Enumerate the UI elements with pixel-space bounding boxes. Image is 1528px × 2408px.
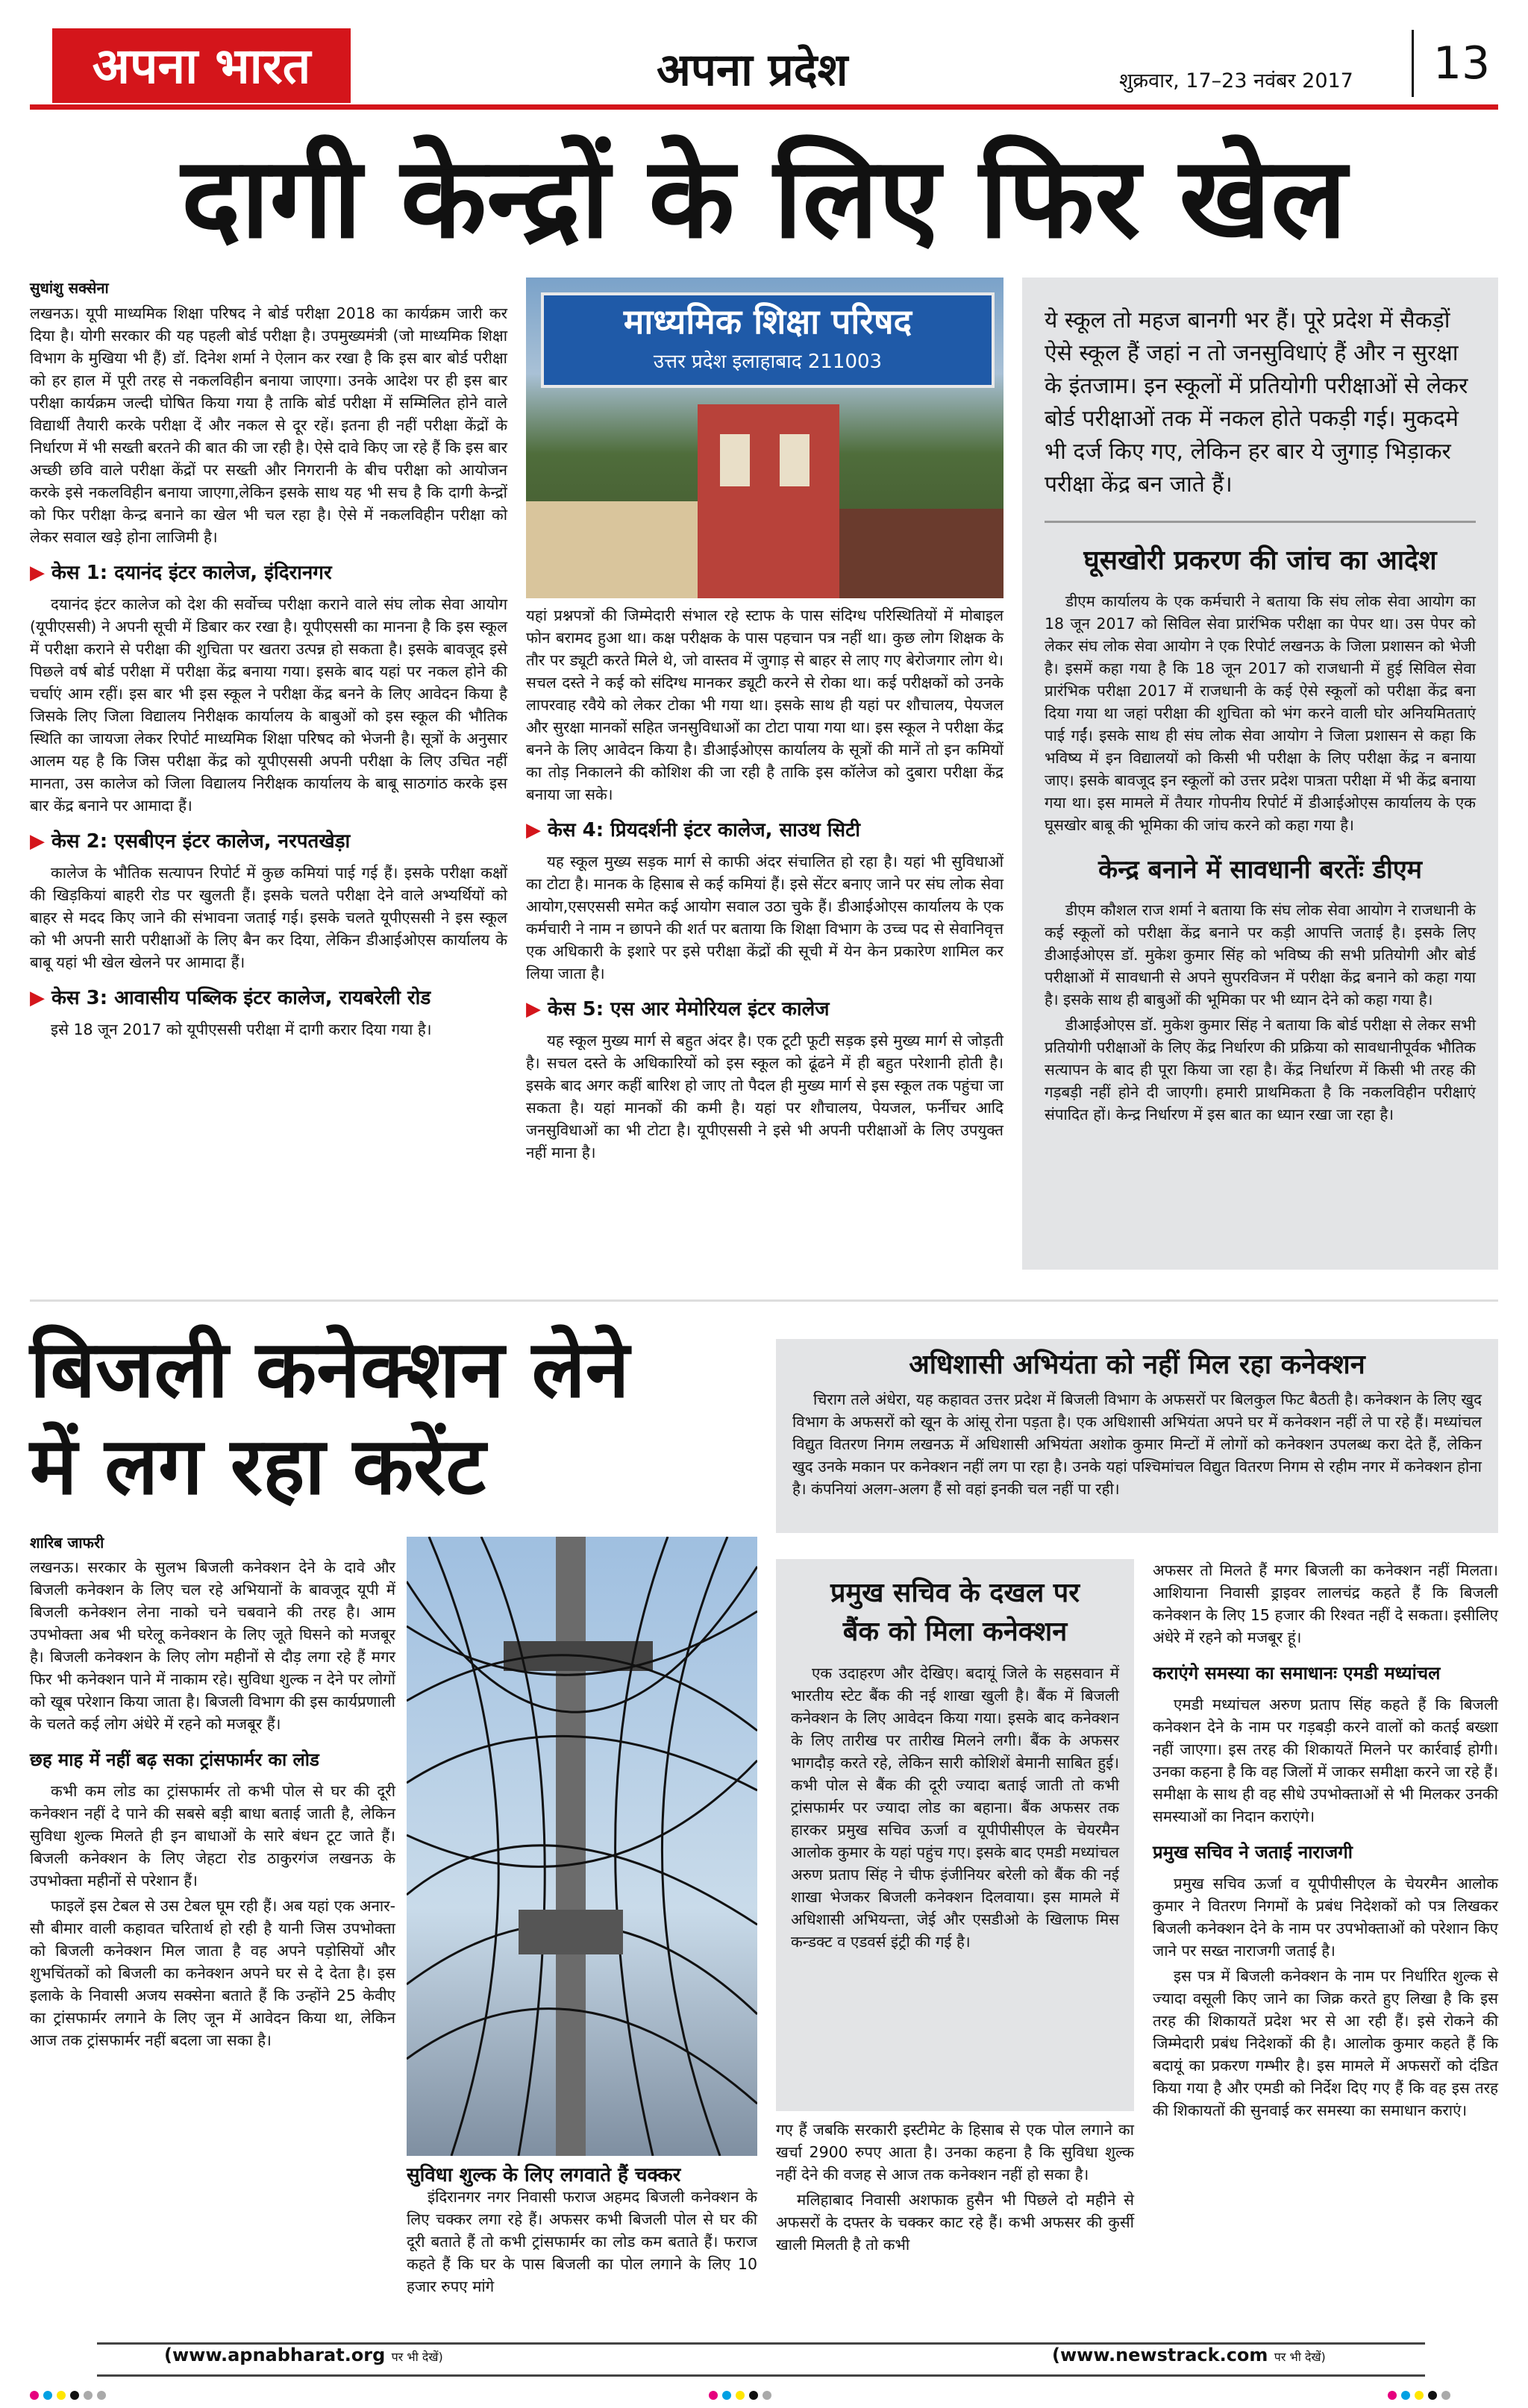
sidebar-quote: ये स्कूल तो महज बानगी भर हैं। पूरे प्रदेश में सैकड़ों ऐसे स्कूल हैं जहां न तो जनसुविधाएं हैं और न सुरक्षा के इंतजाम। इन स्कूलों में प्रतियोगी परीक्षाओं से लेकर बोर्ड परीक्षाओं तक में नकल होते पकड़ी गई। मुकदमे भी दर्ज किए गए, लेकिन हर बार ये जुगाड़ भिड़ाकर परीक्षा केंद्र बन जाते हैं। [1045, 307, 1468, 498]
story1-byline: सुधांशु सक्सेना [30, 279, 109, 297]
story2-col3-text-1: गए हैं जबकि सरकारी इस्टीमेट के हिसाब से एक पोल लगाने का खर्चा 2900 रुपए आता है। उनका कहना है कि सुविधा शुल्क नहीं देने की वजह से आज तक कनेक्शन नहीं हो सका है। [776, 2121, 1134, 2183]
board-sign-title: माध्यमिक शिक्षा परिषद [623, 301, 912, 342]
story2-col4-subhead-2: प्रमुख सचिव ने जताई नाराजगी [1153, 1842, 1353, 1863]
story2-headline [30, 1320, 776, 1514]
dot [709, 2391, 718, 2400]
case2-title: केस 2: एसबीएन इंटर कालेज, नरपतखेड़ा [51, 830, 351, 853]
dot [43, 2391, 52, 2400]
case4-title: केस 4: प्रियदर्शनी इंटर कालेज, साउथ सिटी [548, 819, 860, 841]
footer-right-url[interactable]: (www.newstrack.com [1052, 2345, 1268, 2365]
story1-col2-text: यहां प्रश्नपत्रों की जिम्मेदारी संभाल रहे स्टाफ के पास संदिग्ध परिस्थितियों में मोबाइल फोन बरामद हुआ था। कक्ष परीक्षक के पास पहचान पत्र नहीं था। कुछ लोग शिक्षक के तौर पर ड्यूटी करते मिले थे, जो वास्तव में जुगाड़ से बाहर से लाए गए बेरोजगार लोग थे। सचल दस्ते ने कई को संदिग्ध मानकर ड्यूटी करने से रोका था। कई परीक्षकों को उनके लापरवाह रवैये को लेकर टोका भी गया था। इसके साथ ही यहां पर शौचालय, पेयजल और सुरक्षा मानकों सहित जनसुविधाओं का टोटा पाया गया था। इस स्कूल ने परीक्षा केंद्र बनने के लिए आवेदन किया है। डीआईओएस कार्यालय के सूत्रों की मानें तो इन कमियों का तोड़ निकालने की कोशिश की जा रही है ताकि इस कॉलेज को दुबारा परीक्षा केंद्र बनाया जा सके। [526, 606, 1003, 803]
case2-text: कालेज के भौतिक सत्यापन रिपोर्ट में कुछ कमियां पाई गई हैं। इसके परीक्षा कक्षों की खिड़कियां बाहरी रोड पर खुलती हैं। इसके चलते परीक्षा देने वाले अभ्यर्थियों को बाहर से मदद किए जाने की संभावना जताई गई। इसके चलते यूपीएससी ने इस स्कूल को भी अपनी सारी परीक्षाओं के लिए बैन कर दिया, लेकिन डीआईओएस कार्यालय के बाबू यहां भी खेल खेलने पर आमादा हैं। [30, 864, 507, 971]
sidebar-divider [1045, 521, 1476, 523]
story2-byline: शारिब जाफरी [30, 1534, 104, 1552]
story2-col4-text-3: इस पत्र में बिजली कनेक्शन के नाम पर निर्धारित शुल्क से ज्यादा वसूली किए जाने का जिक्र करते हुए लिखा है कि इस तरह की शिकायतें प्रदेश भर से आ रही हैं। इसे रोकने की जिम्मेदारी प्रबंध निदेशकों की है। आलोक कुमार कहते हैं कि बदायूं का प्रकरण गम्भीर है। इस मामले में अफसरों को दंडित किया गया है और एमडी को निर्देश दिए गए हैं कि वह इस तरह की शिकायतों की सुनवाई कर समस्या का समाधान कराएं। [1153, 1967, 1498, 2119]
dot [736, 2391, 745, 2400]
dot [1415, 2391, 1424, 2400]
wires-illustration [407, 1537, 757, 2156]
case3-heading [30, 984, 507, 1012]
story1-sidebar-box [1022, 278, 1498, 1270]
box-mid-paragraph: एक उदाहरण और देखिए। बदायूं जिले के सहसवान में भारतीय स्टेट बैंक की नई शाखा खुली है। बैंक में बिजली कनेक्शन के लिए आवेदन किया गया। इसके बाद कनेक्शन के लिए तारीख पर तारीख मिलने लगी। बैंक के अफसर भागदौड़ करते रहे, लेकिन सारी कोशिशें बेमानी साबित हुई। कभी पोल से बैंक की दूरी ज्यादा बताई जाती तो कभी ट्रांसफार्मर पर ज्यादा लोड का बहाना। बैंक अफसर तक हारकर प्रमुख सचिव ऊर्जा व यूपीपीसीएल के चेयरमैन आलोक कुमार के यहां पहुंच गए। इसके बाद एमडी मध्यांचल अरुण प्रताप सिंह ने चीफ इंजीनियर बरेली को बैंक की नई शाखा भेजकर बिजली कनेक्शन दिलवाया। इस मामले में अधिशासी अभियन्ता, जेई और एसडीओ के खिलाफ मिस कन्डक्ट व एडवर्स इंट्री की गई है। [791, 1664, 1119, 1951]
color-registration-dots-left [30, 2391, 106, 2400]
case1-heading [30, 559, 507, 587]
transformer-box [519, 1910, 623, 1954]
box-mid-heading [776, 1574, 1134, 1652]
sidebar-text-1 [1045, 590, 1476, 836]
arrow-icon: ▶ [526, 819, 548, 841]
building-tower [698, 404, 839, 598]
story1-column-2 [526, 604, 1003, 1167]
box-mid-heading-line2: बैंक को मिला कनेक्शन [842, 1617, 1068, 1647]
masthead-logo: अपना भारत [52, 28, 351, 103]
case1-title: केस 1: दयानंद इंटर कालेज, इंदिरानगर [51, 562, 332, 584]
box-mid-heading-line1: प्रमुख सचिव के दखल पर [830, 1578, 1080, 1608]
sidebar-heading-2: केन्द्र बनाने में सावधानी बरतेंः डीएम [1098, 855, 1422, 885]
story2-headline-line2: में लग रहा करेंट [30, 1419, 486, 1512]
story2-photo [407, 1537, 757, 2156]
story2-col4-text-1: एमडी मध्यांचल अरुण प्रताप सिंह कहते हैं कि बिजली कनेक्शन देने के नाम पर गड़बड़ी करने वालों को कतई बख्शा नहीं जाएगा। इस तरह की शिकायतें मिलने पर कार्रवाई होगी। उनका कहना है कि वह जिलों में जाकर समीक्षा करने जा रहे हैं। समीक्षा के साथ ही वह सीधे उपभोक्ताओं से भी मिलकर उनकी समस्याओं का निदान कराएंगे। [1153, 1696, 1498, 1825]
dot [84, 2391, 93, 2400]
story1-headline: दागी केन्द्रों के लिए फिर खेल [181, 132, 1347, 263]
story2-text-2: फाइलें इस टेबल से उस टेबल घूम रही हैं। अब यहां एक अनार-सौ बीमार वाली कहावत चरितार्थ हो रही है यानी जिस उपभोक्ता को बिजली कनेक्शन मिल जाता है वह अपने पड़ोसियों और शुभचिंतकों को बिजली का कनेक्शन अपने घर से दे देता है। इस इलाके के निवासी अजय सक्सेना बताते हैं कि उन्होंने 25 केवीए का ट्रांसफार्मर लगाने के लिए जून में आवेदन किया था, लेकिन आज तक ट्रांसफार्मर नहीं बदला जा सका है। [30, 1897, 395, 2049]
color-registration-dots-center [709, 2391, 771, 2400]
board-sign [541, 292, 995, 388]
dot [97, 2391, 106, 2400]
arrow-icon: ▶ [30, 830, 52, 853]
case5-title: केस 5: एस आर मेमोरियल इंटर कालेज [548, 998, 830, 1020]
sidebar-paragraph: डीएम कार्यालय के एक कर्मचारी ने बताया कि संघ लोक सेवा आयोग का 18 जून 2017 को सिविल सेवा प्रारंभिक परीक्षा का पेपर था। उस पेपर को लेकर संघ लोक सेवा आयोग ने एक रिपोर्ट लखनऊ के जिला प्रशासन को भेजी है। इसमें कहा गया है कि 18 जून 2017 को राजधानी में हुई सिविल सेवा प्रारंभिक परीक्षा 2017 में राजधानी के कई ऐसे स्कूलों को परीक्षा केंद्र बना दिया गया था जहां परीक्षा की शुचिता को भंग करने वाली घोर अनियमितताएं पाई गईं। इसके साथ ही संघ लोक सेवा आयोग ने जिला प्रशासन से कहा कि भविष्य में इन विद्यालयों को किसी भी परीक्षा के लिए परीक्षा केंद्र न बनाया जाए। इसके बावजूद इन स्कूलों को उत्तर प्रदेश पात्रता परीक्षा में भी केंद्र बनाया गया था। इस मामले में तैयार गोपनीय रिपोर्ट में डीआईओएस कार्यालय के एक घूसखोर बाबू की भूमिका की जांच करने को कहा गया है। [1045, 592, 1476, 834]
case3-title: केस 3: आवासीय पब्लिक इंटर कालेज, रायबरेली रोड [51, 987, 431, 1009]
story1-column-1 [30, 302, 507, 1044]
case5-heading [526, 995, 1003, 1023]
color-registration-dots-right [1388, 2391, 1450, 2400]
sidebar-text-2 [1045, 899, 1476, 1126]
board-sign-address: उत्तर प्रदेश इलाहाबाद 211003 [653, 351, 883, 373]
box-top-paragraph: चिराग तले अंधेरा, यह कहावत उत्तर प्रदेश में बिजली विभाग के अफसरों पर बिलकुल फिट बैठती है। कनेक्शन के लिए खुद विभाग के अफसरों को खून के आंसू रोना पड़ता है। एक अधिशासी अभियंता अपने घर में कनेक्शन नहीं ले पा रहे हैं। मध्यांचल विद्युत वितरण निगम लखनऊ में अधिशासी अभियंता अशोक कुमार मिन्टों में लोगों को कनेक्शन उपलब्ध करा देते हैं, लेकिन खुद उनके मकान पर कनेक्शन नहीं लग पा रहा है। उनके यहां पश्चिमांचल विद्युत वितरण निगम से रहीम नगर में कनेक्शन होना है। कंपनियां अलग-अलग हैं सो वहां इनकी चल नहीं पा रही। [792, 1390, 1482, 1498]
dot [70, 2391, 79, 2400]
story2-column-4 [1153, 1559, 1498, 2125]
building-window [720, 434, 750, 486]
box-mid-text [776, 1662, 1134, 1953]
case4-heading [526, 816, 1003, 844]
story2-col4-subhead-1: कराएंगे समस्या का समाधानः एमडी मध्यांचल [1153, 1663, 1441, 1684]
story2-column-3 [776, 2119, 1134, 2259]
dot [57, 2391, 66, 2400]
dot [722, 2391, 731, 2400]
story2-col4-text-0: अफसर तो मिलते हैं मगर बिजली का कनेक्शन नहीं मिलता। आशियाना निवासी ड्राइवर लालचंद्र कहते हैं कि बिजली कनेक्शन के लिए 15 हजार की रिश्वत नहीं दे सकता। इसीलिए अंधेरे में रहने को मजबूर हूं। [1153, 1561, 1498, 1646]
story2-text-1: कभी कम लोड का ट्रांसफार्मर तो कभी पोल से घर की दूरी कनेक्शन नहीं दे पाने की सबसे बड़ी बाधा बताई जाती है, लेकिन सुविधा शुल्क मिलते ही इन बाधाओं के सारे बंधन टूट जाते हैं। बिजली कनेक्शन के लिए जेहटा रोड ठाकुरगंज लखनऊ के उपभोक्ता महीनों से परेशान हैं। [30, 1782, 395, 1890]
story-separator [30, 1299, 1498, 1302]
footer-right-link[interactable] [1052, 2345, 1326, 2365]
story1-lead: लखनऊ। यूपी माध्यमिक शिक्षा परिषद ने बोर्ड परीक्षा 2018 का कार्यक्रम जारी कर दिया है। योगी सरकार की यह पहली बोर्ड परीक्षा है। उपमुख्यमंत्री (जो माध्यमिक शिक्षा विभाग के मुखिया भी हैं) डॉ. दिनेश शर्मा ने ऐलान कर रखा है कि इस बार बोर्ड परीक्षा को हर हाल में पूरी तरह से नकलविहीन बनाया जाएगा। उनके आदेश पर ही इस बार परीक्षा कार्यक्रम जल्दी घोषित किया गया है ताकि बोर्ड परीक्षा में सम्मिलित होने वाले विद्यार्थी तैयारी करके परीक्षा दें और नकल से दूर रहें। इतना ही नहीं परीक्षा केंद्रों के निर्धारण में भी सख्ती बरतने की बात की जा रही है। ऐसे दावे किए जा रहे हैं कि इस बार अच्छी छवि वाले परीक्षा केंद्रों पर सख्ती और निगरानी के बीच परीक्षा को आयोजन करके इसे नकलविहीन बनाया जाएगा,लेकिन इसके साथ यह भी सच है कि दागी केन्द्रों को फिर परीक्षा केन्द्र बनाने का खेल भी चल रहा है। ऐसे में नकलविहीन परीक्षा को लेकर सवाल खड़े होना लाजिमी है। [30, 304, 507, 546]
arrow-icon: ▶ [30, 562, 52, 584]
sidebar-heading-1: घूसखोरी प्रकरण की जांच का आदेश [1083, 545, 1437, 576]
story2-col4-text-2: प्रमुख सचिव ऊर्जा व यूपीपीसीएल के चेयरमैन आलोक कुमार ने वितरण निगमों के प्रबंध निदेशकों को पत्र लिखकर बिजली कनेक्शन देने के नाम पर उपभोक्ताओं को परेशान किए जाने पर सख्त नाराजगी जताई है। [1153, 1875, 1498, 1960]
sidebar-paragraph: डीआईओएस डॉ. मुकेश कुमार सिंह ने बताया कि बोर्ड परीक्षा से लेकर सभी प्रतियोगी परीक्षाओं के लिए केंद्र निर्धारण की प्रक्रिया को सावधानीपूर्वक भौतिक सत्यापन के बाद ही पूरा किया जा रहा है। केंद्र निर्धारण में किसी भी तरह की गड़बड़ी नहीं होने दी जाएगी। हमारी प्राथमिकता है कि नकलविहीन परीक्षाएं संपादित हों। केन्द्र निर्धारण में इस बात का ध्यान रखा जा रहा है। [1045, 1016, 1476, 1123]
box-top-heading: अधिशासी अभियंता को नहीं मिल रहा कनेक्शन [909, 1349, 1365, 1380]
story1-photo [526, 278, 1003, 598]
page-number: 13 [1412, 30, 1509, 97]
case2-heading [30, 827, 507, 856]
case3-text: इसे 18 जून 2017 को यूपीएससी परीक्षा में दागी करार दिया गया है। [51, 1020, 432, 1038]
dot [749, 2391, 758, 2400]
building-window [780, 434, 810, 486]
dot [1401, 2391, 1410, 2400]
story2-photo-caption: सुविधा शुल्क के लिए लगवाते हैं चक्कर [407, 2164, 681, 2186]
masthead-rule [30, 104, 1498, 110]
story2-subhead-1: छह माह में नहीं बढ़ सका ट्रांसफार्मर का लोड [30, 1749, 319, 1770]
section-name: अपना प्रदेश [657, 44, 848, 96]
story2-box-top [776, 1339, 1498, 1533]
footer-left-suffix: पर भी देखें) [391, 2350, 443, 2364]
story2-col2-text: इंदिरानगर नगर निवासी फराज अहमद बिजली कनेक्शन के लिए चक्कर लगा रहे हैं। अफसर कभी बिजली पोल से घर की दूरी बताते हैं तो कभी ट्रांसफार्मर का लोड कम बताते हैं। फराज कहते हैं कि घर के पास बिजली का पोल लगाने के लिए 10 हजार रुपए मांगे [407, 2188, 757, 2295]
story2-column-2 [407, 2186, 757, 2301]
story2-lead: लखनऊ। सरकार के सुलभ बिजली कनेक्शन देने के दावे और बिजली कनेक्शन के लिए चल रहे अभियानों के बावजूद यूपी में बिजली कनेक्शन लेना नाको चने चबवाने की तरह है। आम उपभोक्ता अब भी घरेलू कनेक्शन के लिए जूते घिसने को मजबूर है। बिजली कनेक्शन के लिए लोग महीनों से दौड़ लगा रहे हैं मगर फिर भी कनेक्शन पाने में नाकाम रहे। सुविधा शुल्क न देने पर लोगों को खूब परेशान किया जाता है। बिजली विभाग की इस कार्यप्रणाली के चलते कई लोग अंधेरे में रहने को मजबूर हैं। [30, 1558, 395, 1733]
building-left [526, 501, 698, 598]
sidebar-paragraph: डीएम कौशल राज शर्मा ने बताया कि संघ लोक सेवा आयोग ने राजधानी के कई स्कूलों को परीक्षा केंद्र बनाने पर कड़ी आपत्ति जताई है। इसके लिए डीआईओएस डॉ. मुकेश कुमार सिंह को भविष्य की सभी प्रतियोगी और बोर्ड परीक्षाओं में सावधानी से अपने सुपरविजन में परीक्षा केंद्र बनाने को कहा गया है। इसके साथ ही बाबुओं की भूमिका पर भी ध्यान देने को कहा गया है। [1045, 901, 1476, 1009]
dot [1428, 2391, 1437, 2400]
box-top-text [776, 1388, 1498, 1500]
dot [763, 2391, 771, 2400]
story2-box-mid [776, 1559, 1134, 2111]
arrow-icon: ▶ [30, 987, 52, 1009]
footer-left-link[interactable] [164, 2345, 443, 2365]
dot [1441, 2391, 1450, 2400]
story2-headline-line1: बिजली कनेक्शन लेने [30, 1322, 630, 1415]
footer-left-url[interactable]: (www.apnabharat.org [164, 2345, 386, 2365]
building-right [839, 509, 1003, 598]
case5-text: यह स्कूल मुख्य मार्ग से बहुत अंदर है। एक टूटी फूटी सड़क इसे मुख्य मार्ग से जोड़ती है। सचल दस्ते के अधिकारियों को इस स्कूल को ढूंढने में ही बहुत परेशानी होती है। इसके बाद अगर कहीं बारिश हो जाए तो पैदल ही मुख्य मार्ग से इस स्कूल तक पहुंचा जा सकता है। यहां मानकों की कमी है। यहां पर शौचालय, पेयजल, फर्नीचर आदि जनसुविधाओं का भी टोटा है। यूपीएससी ने इसे भी अपनी परीक्षाओं के लिए उपयुक्त नहीं माना है। [526, 1032, 1003, 1161]
footer-right-suffix: पर भी देखें) [1274, 2350, 1326, 2364]
story2-column-1 [30, 1556, 395, 2054]
issue-date: शुक्रवार, 17–23 नवंबर 2017 [1119, 69, 1353, 93]
story2-col3-text-2: मलिहाबाद निवासी अशफाक हुसैन भी पिछले दो महीने से अफसरों के दफ्तर के चक्कर काट रहे हैं। कभी अफसर की कुर्सी खाली मिलती है तो कभी [776, 2191, 1134, 2254]
case4-text: यह स्कूल मुख्य सड़क मार्ग से काफी अंदर संचालित हो रहा है। यहां भी सुविधाओं का टोटा है। मानक के हिसाब से कई कमियां हैं। इसे सेंटर बनाए जाने पर संघ लोक सेवा आयोग,एसएससी समेत कई आयोग सवाल उठा चुके हैं। डीआईओएस कार्यालय के एक कर्मचारी ने नाम न छापने की शर्त पर बताया कि शिक्षा विभाग के उच्च पद से सेवानिवृत्त एक अधिकारी के इशारे पर इसे परीक्षा केंद्रों की सूची में येन केन प्रकारेण शामिल कर लिया जाता है। [526, 853, 1003, 982]
dot [1388, 2391, 1397, 2400]
dot [30, 2391, 39, 2400]
case1-text: दयानंद इंटर कालेज को देश की सर्वोच्च परीक्षा कराने वाले संघ लोक सेवा आयोग (यूपीएससी) ने अपनी सूची में डिबार कर रखा है। यूपीएससी का मानना है कि इस स्कूल में परीक्षा कराने से परीक्षा की शुचिता पर खतरा उत्पन्न हो सकता है। इसके बावजूद इसे पिछले वर्ष बोर्ड परीक्षा में परीक्षा केंद्र बनाया गया। इसके बाद यहां पर नकल होने की चर्चाएं आम रहीं। इस बार भी इस स्कूल ने परीक्षा केंद्र बनने के लिए आवेदन किया है जिसके लिए जिला विद्यालय निरीक्षक कार्यालय के बाबुओं को इस स्कूल की भौतिक स्थिति का जायजा लेकर रिपोर्ट माध्यमिक शिक्षा परिषद को भेजनी है। सूत्रों के अनुसार आलम यह है कि जिस परीक्षा केंद्र को यूपीएससी अपनी परीक्षा के लिए उचित नहीं मानता, उस कालेज को जिला विद्यालय निरीक्षक कार्यालय के बाबू साठगांठ करके इस बार केंद्र बनाने पर आमादा हैं। [30, 595, 507, 815]
arrow-icon: ▶ [526, 998, 548, 1020]
